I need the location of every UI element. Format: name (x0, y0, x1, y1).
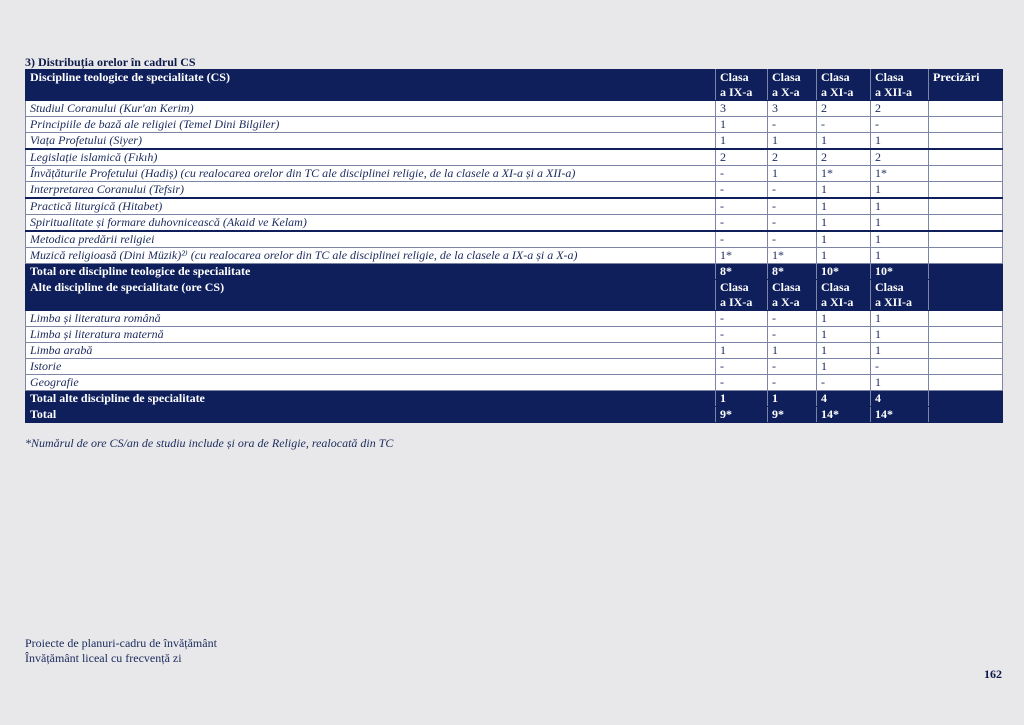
hours-cell: - (716, 182, 768, 199)
hours-cell: - (716, 311, 768, 327)
hours-cell: - (768, 182, 817, 199)
hours-cell: - (716, 215, 768, 232)
total-label: Total ore discipline teologice de specialitate (26, 264, 716, 280)
hours-cell: - (716, 198, 768, 215)
total-value: 4 (817, 391, 871, 407)
hours-cell: 1 (871, 343, 929, 359)
subject-name: Geografie (26, 375, 716, 391)
subject-name: Legislație islamică (Fıkıh) (26, 149, 716, 166)
header-class-col: Clasa a XII-a (871, 70, 929, 101)
total-value: 8* (768, 264, 817, 280)
hours-cell: 1 (768, 166, 817, 182)
total-value: 10* (871, 264, 929, 280)
hours-cell: - (768, 311, 817, 327)
hours-cell: 1 (817, 311, 871, 327)
hours-cell: 1* (768, 248, 817, 264)
hours-cell: - (768, 327, 817, 343)
page-footer (25, 636, 217, 666)
header-class-col: Clasa a X-a (768, 280, 817, 311)
notes-cell (929, 198, 1003, 215)
notes-cell (929, 375, 1003, 391)
total-value: 1 (716, 391, 768, 407)
hours-cell: 1 (817, 248, 871, 264)
subject-name: Istorie (26, 359, 716, 375)
hours-cell: - (716, 166, 768, 182)
total-row (26, 407, 1003, 423)
subject-name: Învățăturile Profetului (Hadiș) (cu realocarea orelor din TC ale disciplinei religie, de la clasele a XI-a și a XII-a) (26, 166, 716, 182)
total-row (26, 264, 1003, 280)
table-row (26, 133, 1003, 150)
hours-distribution-table (25, 69, 1003, 423)
table-row (26, 166, 1003, 182)
hours-cell: - (768, 375, 817, 391)
hours-cell: 1 (871, 182, 929, 199)
hours-cell: 1* (716, 248, 768, 264)
table-row (26, 101, 1003, 117)
table-row (26, 248, 1003, 264)
notes-cell (929, 327, 1003, 343)
notes-cell (929, 166, 1003, 182)
hours-cell: 2 (768, 149, 817, 166)
hours-cell: 1 (871, 311, 929, 327)
hours-cell: 2 (716, 149, 768, 166)
hours-cell: 1 (871, 198, 929, 215)
subject-name: Practică liturgică (Hitabet) (26, 198, 716, 215)
header-notes-empty (929, 280, 1003, 311)
table-row (26, 182, 1003, 199)
hours-cell: 1 (768, 133, 817, 150)
header-title: Alte discipline de specialitate (ore CS) (26, 280, 716, 311)
page-number: 162 (984, 667, 1002, 681)
notes-cell (929, 215, 1003, 232)
header-class-col: Clasa a IX-a (716, 70, 768, 101)
hours-cell: 1 (871, 133, 929, 150)
total-value: 8* (716, 264, 768, 280)
subject-name: Muzică religioasă (Dini Müzik)²⁾ (cu realocarea orelor din TC ale disciplinei religie, de la clasele a IX-a și a X-a) (26, 248, 716, 264)
table-row (26, 198, 1003, 215)
table-row (26, 311, 1003, 327)
subject-name: Interpretarea Coranului (Tefsir) (26, 182, 716, 199)
total-notes-empty (929, 407, 1003, 423)
table-row (26, 215, 1003, 232)
table-row (26, 117, 1003, 133)
header-notes: Precizări (929, 70, 1003, 101)
hours-cell: 1 (716, 343, 768, 359)
hours-cell: 1 (817, 231, 871, 248)
notes-cell (929, 101, 1003, 117)
notes-cell (929, 359, 1003, 375)
hours-cell: - (768, 231, 817, 248)
table-row (26, 327, 1003, 343)
total-value: 10* (817, 264, 871, 280)
hours-cell: 1 (716, 117, 768, 133)
hours-cell: 1 (716, 133, 768, 150)
hours-cell: 1 (817, 215, 871, 232)
notes-cell (929, 182, 1003, 199)
table-row (26, 359, 1003, 375)
hours-cell: 3 (716, 101, 768, 117)
subject-name: Metodica predării religiei (26, 231, 716, 248)
total-value: 1 (768, 391, 817, 407)
subject-name: Studiul Coranului (Kur'an Kerim) (26, 101, 716, 117)
hours-cell: - (716, 375, 768, 391)
header-class-col: Clasa a XII-a (871, 280, 929, 311)
footnote: *Numărul de ore CS/an de studiu include și ora de Religie, realocată din TC (25, 436, 394, 450)
total-label: Total (26, 407, 716, 423)
subject-name: Limba arabă (26, 343, 716, 359)
hours-cell: 1 (817, 359, 871, 375)
hours-cell: 1 (871, 375, 929, 391)
subject-name: Principiile de bază ale religiei (Temel Dini Bilgiler) (26, 117, 716, 133)
table-row (26, 231, 1003, 248)
total-notes-empty (929, 264, 1003, 280)
hours-cell: - (871, 117, 929, 133)
hours-cell: - (871, 359, 929, 375)
subject-name: Spiritualitate și formare duhovnicească (Akaid ve Kelam) (26, 215, 716, 232)
hours-cell: - (716, 359, 768, 375)
hours-cell: - (768, 215, 817, 232)
hours-cell: - (768, 198, 817, 215)
notes-cell (929, 343, 1003, 359)
table-row (26, 343, 1003, 359)
header-row (26, 280, 1003, 311)
hours-cell: 1 (817, 198, 871, 215)
hours-cell: - (817, 375, 871, 391)
total-value: 9* (716, 407, 768, 423)
notes-cell (929, 133, 1003, 150)
footer-line-2: Învățământ liceal cu frecvență zi (25, 651, 182, 665)
total-value: 14* (871, 407, 929, 423)
hours-cell: 2 (817, 101, 871, 117)
subject-name: Limba și literatura maternă (26, 327, 716, 343)
hours-cell: 1 (817, 133, 871, 150)
total-value: 4 (871, 391, 929, 407)
hours-cell: 1 (768, 343, 817, 359)
hours-cell: 1 (817, 182, 871, 199)
total-label: Total alte discipline de specialitate (26, 391, 716, 407)
header-class-col: Clasa a X-a (768, 70, 817, 101)
total-value: 9* (768, 407, 817, 423)
table-body (26, 70, 1003, 423)
hours-cell: 1 (871, 327, 929, 343)
subject-name: Viața Profetului (Siyer) (26, 133, 716, 150)
section-heading: 3) Distribuția orelor în cadrul CS (25, 55, 196, 69)
hours-cell: - (768, 359, 817, 375)
notes-cell (929, 231, 1003, 248)
notes-cell (929, 248, 1003, 264)
hours-cell: 1* (871, 166, 929, 182)
hours-cell: 1 (817, 327, 871, 343)
hours-cell: 2 (817, 149, 871, 166)
hours-cell: 3 (768, 101, 817, 117)
header-class-col: Clasa a IX-a (716, 280, 768, 311)
hours-cell: - (768, 117, 817, 133)
header-row (26, 70, 1003, 101)
table-row (26, 375, 1003, 391)
total-row (26, 391, 1003, 407)
hours-cell: 2 (871, 149, 929, 166)
hours-cell: 1 (871, 215, 929, 232)
subject-name: Limba și literatura română (26, 311, 716, 327)
hours-cell: - (716, 327, 768, 343)
total-notes-empty (929, 391, 1003, 407)
hours-cell: 1 (817, 343, 871, 359)
notes-cell (929, 311, 1003, 327)
hours-cell: 1* (817, 166, 871, 182)
table-row (26, 149, 1003, 166)
notes-cell (929, 149, 1003, 166)
total-value: 14* (817, 407, 871, 423)
hours-cell: 1 (871, 231, 929, 248)
header-title: Discipline teologice de specialitate (CS) (26, 70, 716, 101)
notes-cell (929, 117, 1003, 133)
hours-cell: 1 (871, 248, 929, 264)
hours-cell: 2 (871, 101, 929, 117)
hours-cell: - (716, 231, 768, 248)
hours-cell: - (817, 117, 871, 133)
footer-line-1: Proiecte de planuri-cadru de învățământ (25, 636, 217, 650)
header-class-col: Clasa a XI-a (817, 70, 871, 101)
header-class-col: Clasa a XI-a (817, 280, 871, 311)
